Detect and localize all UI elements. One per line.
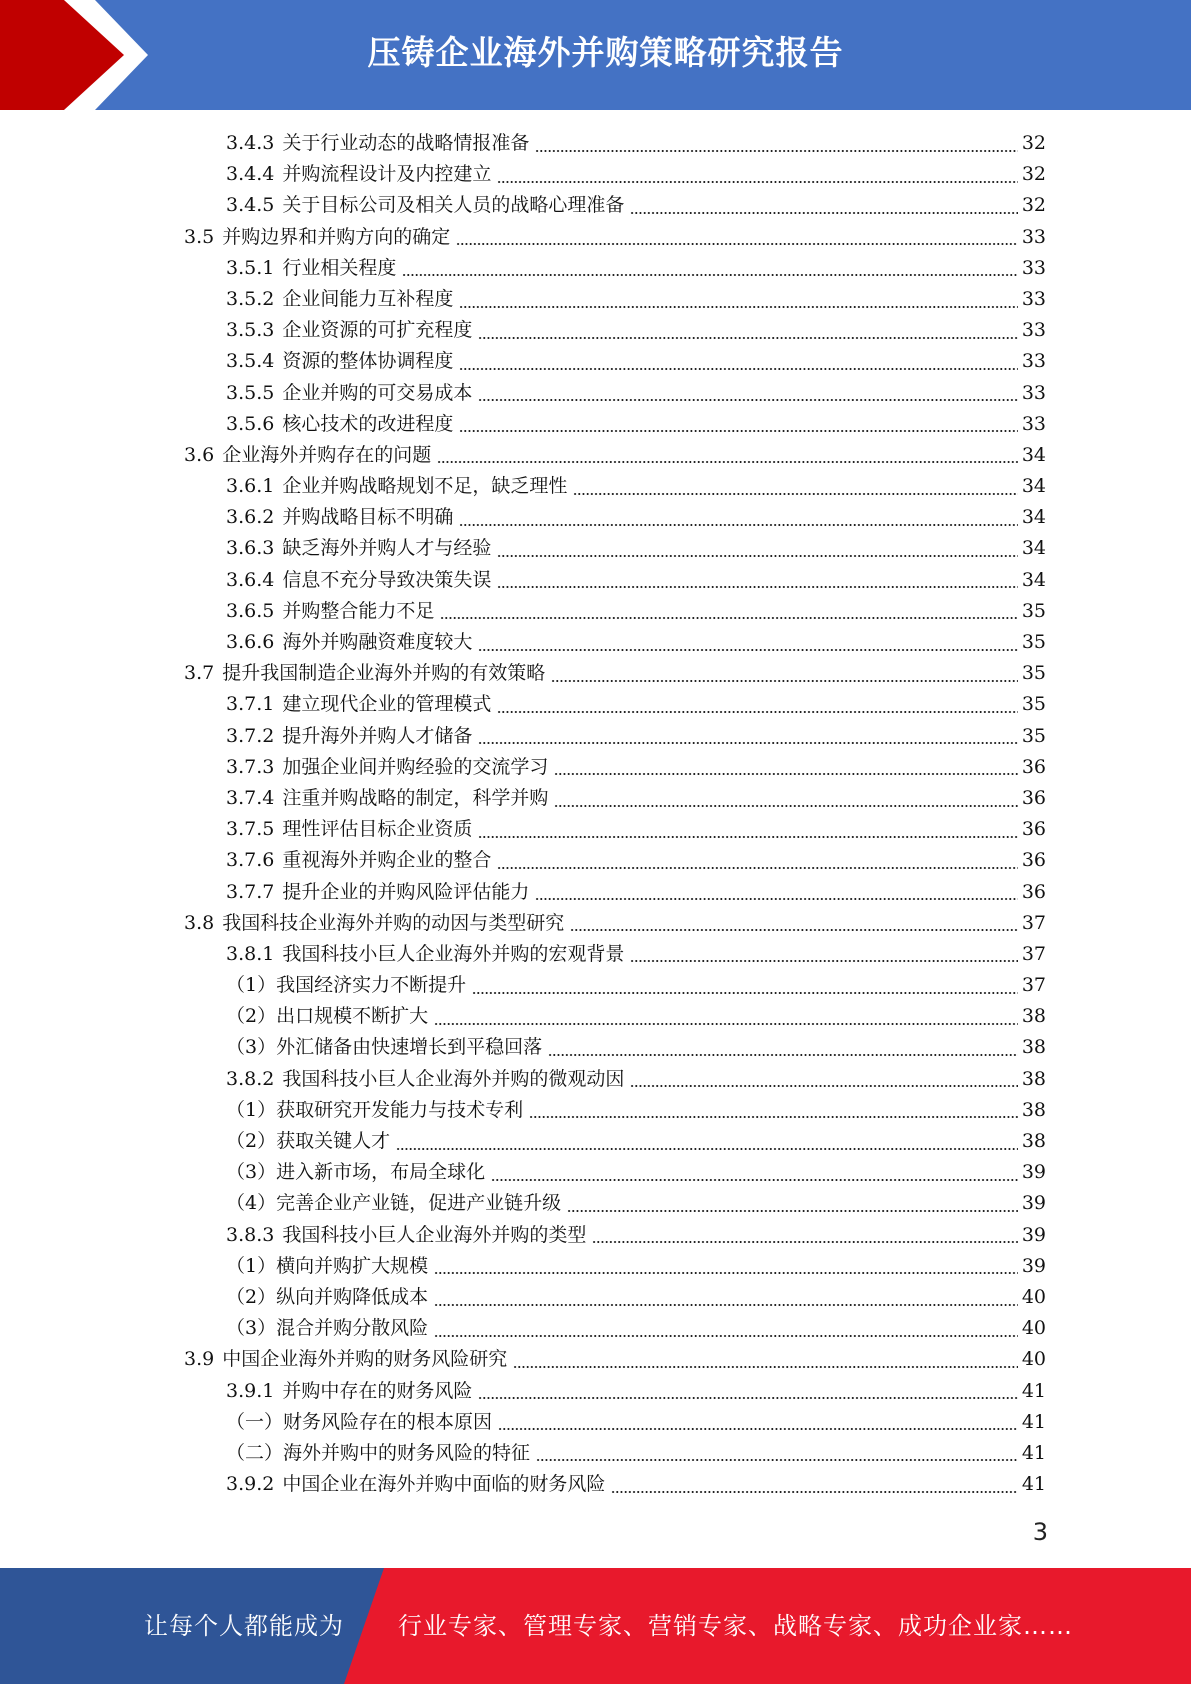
toc-entry-title: 并购边界和并购方向的确定 (222, 225, 451, 248)
toc-entry-page: 35 (1021, 631, 1046, 653)
toc-entry[interactable] (0, 1407, 1191, 1438)
toc-entry-label (226, 1438, 530, 1469)
toc-entry-page: 34 (1021, 475, 1046, 498)
toc-dot-leader (434, 1272, 1018, 1274)
toc-entry-title: 提升我国制造企业海外并购的有效策略 (222, 662, 546, 685)
toc-entry[interactable] (0, 1251, 1191, 1282)
toc-entry-title: 资源的整体协调程度 (282, 350, 454, 373)
toc-entry-page: 33 (1021, 381, 1046, 404)
toc-dot-leader (497, 181, 1018, 183)
toc-entry-number: 3.9 (184, 1348, 215, 1371)
toc-entry[interactable] (0, 346, 1191, 377)
toc-entry-title: 中国企业海外并购的财务风险研究 (222, 1348, 508, 1371)
toc-entry[interactable] (0, 1220, 1191, 1251)
toc-entry[interactable] (0, 253, 1191, 284)
toc-entry-page: 32 (1021, 132, 1046, 154)
toc-entry-number: 3.6.2 (226, 506, 275, 529)
toc-entry[interactable] (0, 1095, 1191, 1126)
toc-entry-number: 3.9.2 (226, 1473, 275, 1496)
toc-entry-page: 34 (1021, 568, 1046, 591)
toc-dot-leader (402, 274, 1018, 276)
toc-entry-page: 39 (1021, 1161, 1046, 1184)
toc-entry-number: 3.6.6 (226, 631, 275, 653)
toc-entry[interactable] (0, 814, 1191, 845)
toc-entry-title: （3）外汇储备由快速增长到平稳回落 (226, 1036, 543, 1059)
toc-dot-leader (611, 1491, 1018, 1493)
toc-entry-title: 行业相关程度 (282, 256, 397, 279)
toc-entry-label (226, 1126, 390, 1157)
toc-entry[interactable] (0, 440, 1191, 471)
toc-entry[interactable] (0, 721, 1191, 752)
toc-dot-leader (567, 1210, 1018, 1212)
toc-entry-label (226, 1001, 428, 1032)
toc-entry-page: 39 (1021, 1254, 1046, 1277)
toc-entry[interactable] (0, 533, 1191, 564)
toc-entry-title: 我国科技小巨人企业海外并购的类型 (282, 1223, 587, 1246)
toc-dot-leader (570, 929, 1018, 931)
toc-entry-number: 3.8.1 (226, 942, 275, 965)
toc-entry[interactable] (0, 1064, 1191, 1095)
toc-dot-leader (478, 399, 1018, 401)
toc-dot-leader (434, 1304, 1018, 1306)
toc-entry-page: 40 (1021, 1317, 1046, 1340)
toc-entry-number: 3.7 (184, 662, 215, 685)
toc-entry[interactable] (0, 783, 1191, 814)
toc-entry-title: 建立现代企业的管理模式 (282, 693, 492, 716)
toc-entry-title: 企业资源的可扩充程度 (282, 319, 473, 342)
toc-entry-number: 3.5.2 (226, 287, 275, 310)
toc-entry-label (226, 939, 624, 970)
toc-entry-number: 3.5.5 (226, 381, 275, 404)
toc-entry[interactable] (0, 1157, 1191, 1188)
toc-entry[interactable] (0, 1282, 1191, 1313)
toc-entry[interactable] (0, 1376, 1191, 1407)
toc-entry-label (226, 1313, 428, 1344)
toc-entry-page: 40 (1021, 1285, 1046, 1308)
toc-entry-page: 37 (1021, 942, 1046, 965)
toc-entry[interactable] (0, 502, 1191, 533)
toc-dot-leader (630, 212, 1018, 214)
toc-entry[interactable] (0, 689, 1191, 720)
toc-dot-leader (459, 430, 1018, 432)
toc-entry[interactable] (0, 1313, 1191, 1344)
toc-entry[interactable] (0, 315, 1191, 346)
toc-entry[interactable] (0, 1438, 1191, 1469)
toc-entry-label (226, 689, 491, 720)
toc-entry-title: （4）完善企业产业链，促进产业链升级 (226, 1192, 562, 1215)
toc-entry-title: 并购流程设计及内控建立 (282, 163, 492, 186)
toc-entry[interactable] (0, 378, 1191, 409)
toc-entry-label (226, 1282, 428, 1313)
toc-entry-label (184, 222, 450, 253)
toc-entry-label (226, 783, 548, 814)
toc-entry-title: 关于目标公司及相关人员的战略心理准备 (282, 194, 625, 217)
toc-entry-page: 35 (1021, 599, 1046, 622)
toc-entry[interactable] (0, 1344, 1191, 1375)
toc-entry[interactable] (0, 596, 1191, 627)
toc-entry-page: 32 (1021, 163, 1046, 186)
toc-entry-label (226, 315, 472, 346)
toc-dot-leader (497, 867, 1018, 869)
toc-entry-label (226, 627, 472, 658)
toc-entry-page: 34 (1021, 443, 1046, 466)
toc-entry-number: 3.4.5 (226, 194, 275, 217)
toc-entry-number: 3.7.3 (226, 755, 275, 778)
toc-entry-label (226, 378, 472, 409)
toc-entry-label (226, 190, 624, 221)
toc-dot-leader (554, 805, 1018, 807)
toc-entry[interactable] (0, 877, 1191, 908)
toc-entry-number: 3.6.3 (226, 537, 275, 560)
toc-entry-number: 3.6.4 (226, 568, 275, 591)
toc-entry-title: （2）获取关键人才 (226, 1130, 391, 1152)
toc-dot-leader (396, 1148, 1018, 1150)
toc-entry[interactable] (0, 159, 1191, 190)
toc-entry[interactable] (0, 190, 1191, 221)
toc-entry[interactable] (0, 409, 1191, 440)
toc-entry-page: 41 (1021, 1410, 1046, 1433)
toc-entry-title: 提升企业的并购风险评估能力 (282, 880, 530, 903)
toc-entry-title: 信息不充分导致决策失误 (282, 568, 492, 591)
toc-entry-page: 37 (1021, 911, 1046, 934)
toc-entry-number: 3.5.4 (226, 350, 275, 373)
toc-dot-leader (630, 1085, 1018, 1087)
toc-entry-label (226, 565, 491, 596)
toc-entry-title: 我国科技小巨人企业海外并购的宏观背景 (282, 942, 625, 965)
toc-entry-title: 关于行业动态的战略情报准备 (282, 132, 530, 154)
toc-dot-leader (513, 1366, 1018, 1368)
toc-entry-label (226, 970, 466, 1001)
toc-entry-label (226, 1407, 492, 1438)
toc-entry-page: 36 (1021, 880, 1046, 903)
toc-entry-page: 41 (1021, 1379, 1046, 1402)
toc-entry-label (226, 502, 453, 533)
toc-dot-leader (554, 773, 1018, 775)
toc-dot-leader (551, 680, 1018, 682)
toc-entry-page: 38 (1021, 1098, 1046, 1121)
toc-dot-leader (592, 1241, 1018, 1243)
toc-entry-title: （2）纵向并购降低成本 (226, 1285, 429, 1308)
toc-entry-number: 3.7.2 (226, 724, 275, 747)
toc-entry-title: 重视海外并购企业的整合 (282, 849, 492, 872)
toc-entry[interactable] (0, 565, 1191, 596)
toc-entry-title: 并购中存在的财务风险 (282, 1379, 473, 1402)
toc-entry-number: 3.4.4 (226, 163, 275, 186)
toc-entry-label (226, 1220, 586, 1251)
toc-entry-label (226, 752, 548, 783)
toc-dot-leader (529, 1116, 1018, 1118)
toc-dot-leader (498, 1428, 1018, 1430)
toc-entry-number: 3.6.1 (226, 475, 275, 498)
toc-entry-label (226, 1188, 561, 1219)
toc-entry-title: 企业并购战略规划不足，缺乏理性 (282, 475, 568, 498)
toc-entry-number: 3.5.3 (226, 319, 275, 342)
toc-dot-leader (497, 711, 1018, 713)
toc-entry-label (226, 596, 434, 627)
toc-dot-leader (478, 742, 1018, 744)
toc-entry-page: 33 (1021, 350, 1046, 373)
toc-entry-number: 3.5.6 (226, 412, 275, 435)
toc-dot-leader (434, 1023, 1018, 1025)
toc-dot-leader (459, 524, 1018, 526)
toc-entry-title: 加强企业间并购经验的交流学习 (282, 755, 549, 778)
toc-entry[interactable] (0, 752, 1191, 783)
toc-entry-number: 3.8.3 (226, 1223, 275, 1246)
toc-entry[interactable] (0, 128, 1191, 159)
toc-entry-page: 40 (1021, 1348, 1046, 1371)
toc-entry-page: 34 (1021, 506, 1046, 529)
toc-dot-leader (497, 555, 1018, 557)
toc-entry-label (184, 1344, 507, 1375)
toc-entry-page: 38 (1021, 1005, 1046, 1028)
toc-entry-page: 35 (1021, 662, 1046, 685)
toc-entry[interactable] (0, 970, 1191, 1001)
toc-entry-label (226, 471, 567, 502)
toc-entry-label (226, 1251, 428, 1282)
toc-entry-label (226, 1469, 605, 1500)
toc-entry-title: （1）获取研究开发能力与技术专利 (226, 1098, 524, 1121)
toc-entry-label (226, 1032, 542, 1063)
toc-entry-label (226, 284, 453, 315)
toc-entry[interactable] (0, 1032, 1191, 1063)
toc-entry[interactable] (0, 939, 1191, 970)
toc-entry-page: 38 (1021, 1036, 1046, 1059)
toc-dot-leader (478, 836, 1018, 838)
toc-entry-title: （3）进入新市场，布局全球化 (226, 1161, 486, 1184)
toc-dot-leader (535, 898, 1018, 900)
toc-dot-leader (440, 617, 1018, 619)
toc-entry-label (226, 128, 529, 159)
toc-entry-title: 并购整合能力不足 (282, 599, 435, 622)
toc-entry-title: （2）出口规模不断扩大 (226, 1005, 429, 1028)
toc-entry-page: 33 (1021, 225, 1046, 248)
toc-entry-label (226, 721, 472, 752)
toc-entry[interactable] (0, 222, 1191, 253)
toc-entry-number: 3.7.4 (226, 786, 275, 809)
toc-entry-label (184, 908, 564, 939)
toc-entry-label (226, 1157, 485, 1188)
toc-dot-leader (434, 1335, 1018, 1337)
toc-entry-number: 3.6.5 (226, 599, 275, 622)
toc-dot-leader (630, 960, 1018, 962)
toc-dot-leader (491, 1179, 1018, 1181)
page-footer (0, 1568, 1191, 1684)
toc-entry-title: （二）海外并购中的财务风险的特征 (226, 1441, 531, 1464)
toc-entry-number: 3.4.3 (226, 132, 275, 154)
toc-entry-page: 36 (1021, 786, 1046, 809)
toc-entry-page: 39 (1021, 1192, 1046, 1215)
toc-entry[interactable] (0, 1001, 1191, 1032)
toc-entry-title: 缺乏海外并购人才与经验 (282, 537, 492, 560)
toc-entry-page: 36 (1021, 849, 1046, 872)
toc-dot-leader (459, 368, 1018, 370)
toc-entry-number: 3.8.2 (226, 1067, 275, 1090)
toc-entry[interactable] (0, 627, 1191, 658)
toc-entry-page: 35 (1021, 724, 1046, 747)
toc-entry-page: 39 (1021, 1223, 1046, 1246)
toc-entry-label (226, 1064, 624, 1095)
toc-entry-page: 34 (1021, 537, 1046, 560)
toc-entry-label (226, 533, 491, 564)
toc-entry[interactable] (0, 1188, 1191, 1219)
toc-entry-title: 我国科技企业海外并购的动因与类型研究 (222, 911, 565, 934)
toc-dot-leader (459, 306, 1018, 308)
toc-entry-title: （一）财务风险存在的根本原因 (226, 1410, 493, 1433)
toc-entry-title: 我国科技小巨人企业海外并购的微观动因 (282, 1067, 625, 1090)
toc-entry[interactable] (0, 1126, 1191, 1157)
toc-entry[interactable] (0, 1469, 1191, 1500)
toc-dot-leader (472, 992, 1018, 994)
toc-entry[interactable] (0, 658, 1191, 689)
page-header (0, 0, 1191, 110)
toc-dot-leader (478, 1397, 1018, 1399)
toc-entry[interactable] (0, 471, 1191, 502)
toc-entry-title: 海外并购融资难度较大 (282, 631, 473, 653)
toc-entry-title: （1）横向并购扩大规模 (226, 1254, 429, 1277)
toc-dot-leader (497, 586, 1018, 588)
toc-entry[interactable] (0, 845, 1191, 876)
toc-entry-label (226, 877, 529, 908)
toc-entry-page: 41 (1021, 1441, 1046, 1464)
toc-entry-number: 3.7.6 (226, 849, 275, 872)
toc-entry-title: 企业并购的可交易成本 (282, 381, 473, 404)
toc-entry-label (226, 253, 396, 284)
toc-entry-number: 3.8 (184, 911, 215, 934)
toc-dot-leader (478, 649, 1018, 651)
document-title: 压铸企业海外并购策略研究报告 (367, 33, 844, 72)
toc-entry-page: 33 (1021, 287, 1046, 310)
toc-entry-page: 36 (1021, 818, 1046, 841)
footer-slogan-right: 行业专家、管理专家、营销专家、战略专家、成功企业家…… (398, 1612, 1073, 1640)
table-of-contents (0, 128, 1191, 1500)
toc-entry-page: 35 (1021, 693, 1046, 716)
toc-dot-leader (536, 1459, 1018, 1461)
toc-entry-page: 41 (1021, 1473, 1046, 1496)
toc-entry-title: 企业海外并购存在的问题 (222, 443, 432, 466)
toc-dot-leader (573, 493, 1018, 495)
toc-dot-leader (535, 150, 1018, 152)
toc-entry-page: 38 (1021, 1067, 1046, 1090)
toc-entry-number: 3.7.5 (226, 818, 275, 841)
toc-entry-label (226, 1095, 523, 1126)
toc-entry-title: （1）我国经济实力不断提升 (226, 974, 467, 997)
toc-entry-title: 企业间能力互补程度 (282, 287, 454, 310)
toc-entry-page: 37 (1021, 974, 1046, 997)
toc-dot-leader (456, 243, 1018, 245)
toc-dot-leader (437, 461, 1018, 463)
toc-entry-number: 3.6 (184, 443, 215, 466)
toc-entry-label (184, 658, 545, 689)
toc-dot-leader (548, 1054, 1018, 1056)
toc-entry-number: 3.7.1 (226, 693, 275, 716)
toc-entry-title: 注重并购战略的制定，科学并购 (282, 786, 549, 809)
toc-entry-label (226, 409, 453, 440)
toc-entry-title: 理性评估目标企业资质 (282, 818, 473, 841)
toc-dot-leader (478, 337, 1018, 339)
toc-entry-number: 3.7.7 (226, 880, 275, 903)
toc-entry-page: 33 (1021, 256, 1046, 279)
toc-entry-page: 32 (1021, 194, 1046, 217)
toc-entry-title: 提升海外并购人才储备 (282, 724, 473, 747)
toc-entry-title: 核心技术的改进程度 (282, 412, 454, 435)
toc-entry-label (226, 845, 491, 876)
toc-entry-page: 33 (1021, 412, 1046, 435)
toc-entry[interactable] (0, 908, 1191, 939)
toc-entry-label (226, 1376, 472, 1407)
toc-entry-number: 3.5 (184, 225, 215, 248)
toc-entry-number: 3.9.1 (226, 1379, 275, 1402)
toc-entry[interactable] (0, 284, 1191, 315)
toc-entry-page: 36 (1021, 755, 1046, 778)
toc-entry-label (226, 346, 453, 377)
toc-entry-title: 并购战略目标不明确 (282, 506, 454, 529)
toc-entry-page: 33 (1021, 319, 1046, 342)
toc-entry-page: 38 (1021, 1130, 1046, 1152)
toc-entry-title: （3）混合并购分散风险 (226, 1317, 429, 1340)
footer-slogan-left: 让每个人都能成为 (144, 1612, 344, 1640)
toc-entry-number: 3.5.1 (226, 256, 275, 279)
toc-entry-label (184, 440, 431, 471)
page-number: 3 (1032, 1518, 1048, 1546)
toc-entry-label (226, 814, 472, 845)
toc-entry-title: 中国企业在海外并购中面临的财务风险 (282, 1473, 606, 1496)
toc-entry-label (226, 159, 491, 190)
